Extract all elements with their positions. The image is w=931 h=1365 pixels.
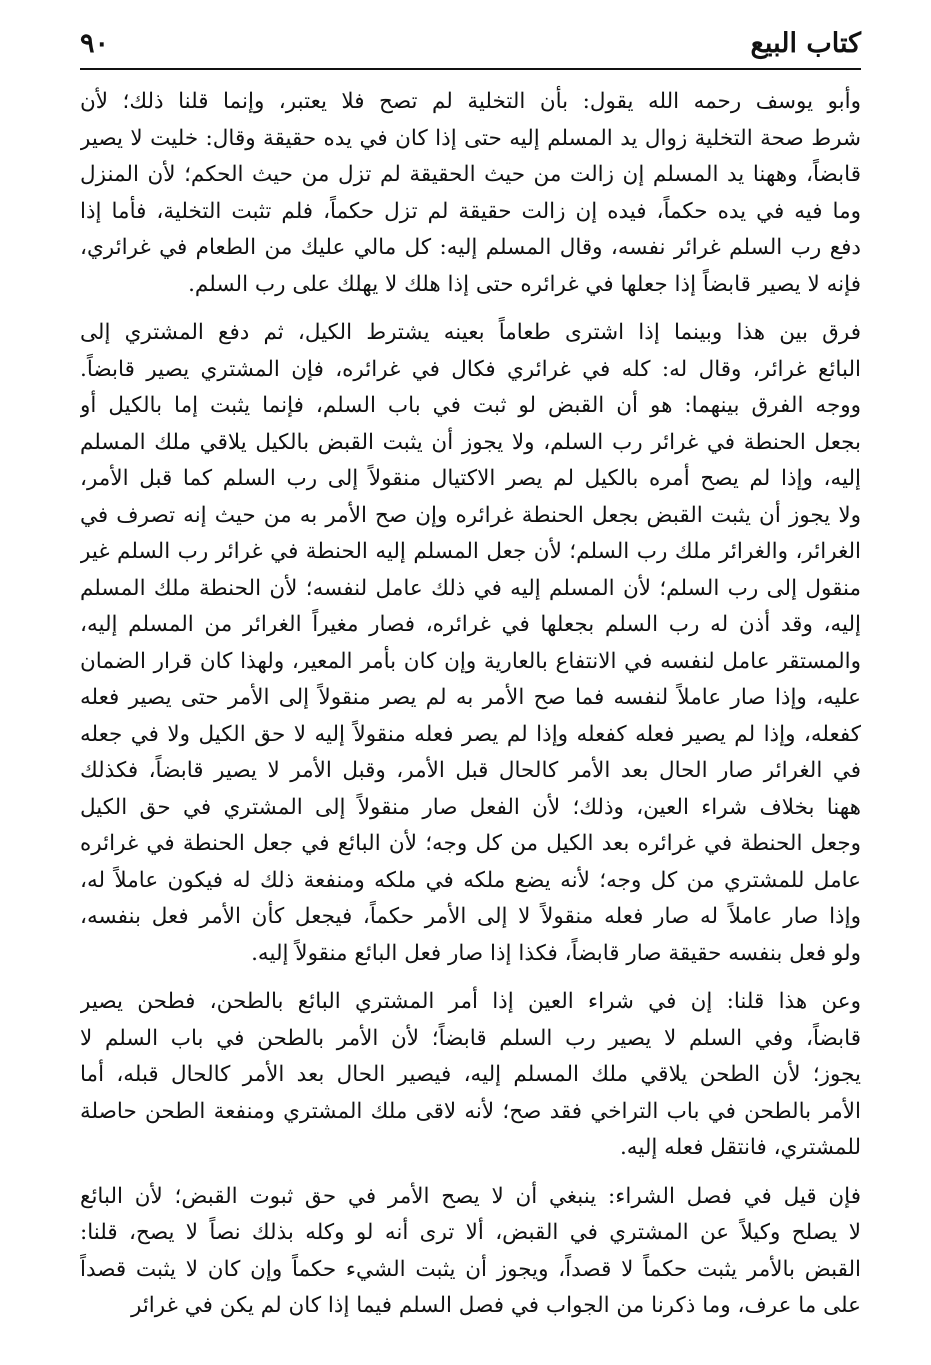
text-line: وأبو يوسف رحمه الله يقول: بأن التخلية لم تصح فلا يعتبر، وإنما قلنا ذلك؛ لأن bbox=[80, 89, 861, 114]
text-line: ولو فعل بنفسه حقيقة صار قابضاً، فكذا إذا صار فعل البائع منقولاً إليه. bbox=[251, 940, 861, 966]
text-line: ووجه الفرق بينهما: هو أن القبض لو ثبت في باب السلم، فإنما يثبت إما بالكيل أو bbox=[80, 393, 861, 418]
text-line: وجعل الحنطة في غرائره بعد الكيل من كل وجه؛ لأن البائع في جعل الحنطة في غرائره bbox=[80, 831, 861, 856]
text-line: وإذا صار عاملاً له صار فعله منقولاً لا إلى الأمر حكماً، فيجعل كأن الأمر فعل بنفسه، bbox=[80, 904, 861, 929]
text-line: إليه، وقد أذن له رب السلم بجعلها في غرائره، فصار مغيراً الغرائر من المسلم إليه، bbox=[80, 612, 861, 637]
text-line: الأمر بالطحن في باب التراخي فقد صح؛ لأنه لاقى ملك المشتري ومنفعة الطحن حاصلة bbox=[80, 1098, 861, 1124]
page-number: ٩٠ bbox=[80, 28, 110, 59]
text-line: الغرائر، والغرائر ملك رب السلم؛ لأن جعل المسلم إليه الحنطة في غرائر رب السلم غير bbox=[80, 539, 861, 564]
text-line: في الغرائر صار الحال بعد الأمر كالحال قبل الأمر، وقبل الأمر لا يصير قابضاً، فكذلك bbox=[80, 758, 861, 783]
text-line: عامل للمشتري من كل وجه؛ لأنه يضع ملكه في ملكه ومنفعة ذلك له فيكون عاملاً له، bbox=[80, 867, 861, 893]
running-title: كتاب البيع bbox=[750, 28, 861, 59]
text-line: قابضاً، وههنا يد المسلم إن زالت من حيث الحقيقة لم تزل من حيث الحكم؛ لأن المنزل bbox=[80, 162, 861, 187]
text-line: القبض بالأمر يثبت حكماً لا قصداً، ويجوز أن يثبت الشيء حكماً وإن كان لا يثبت قصداً bbox=[80, 1256, 861, 1282]
text-line: يجوز؛ لأن الطحن يلاقي ملك المسلم إليه، فيصير الحال بعد الأمر كالحال قبله، أما bbox=[80, 1062, 861, 1087]
text-line: عليه، وإذا صار عاملاً لنفسه فما صح الأمر به لم يصر منقولاً إلى الأمر حتى يصير فعله bbox=[80, 685, 861, 710]
text-line: البائع غرائر، وقال له: كله في غرائري فكال في غرائره، فإن المشتري يصير قابضاً. bbox=[80, 356, 861, 382]
text-line: إليه، وإذا لم يصح أمره بالكيل لم يصر الاكتيال منقولاً إلى رب السلم كما قبل الأمر، bbox=[80, 466, 861, 491]
text-line: شرط صحة التخلية زوال يد المسلم إليه حتى إذا كان في يده حقيقة وقال: خليت لا يصير bbox=[80, 125, 861, 151]
text-line: فإن قيل في فصل الشراء: ينبغي أن لا يصح الأمر في حق ثبوت القبض؛ لأن البائع bbox=[80, 1183, 861, 1209]
text-line: للمشتري، فانتقل فعله إليه. bbox=[619, 1135, 861, 1160]
text-line: وعن هذا قلنا: إن في شراء العين إذا أمر المشتري البائع بالطحن، فطحن يصير bbox=[80, 989, 861, 1014]
text-line: فإنه لا يصير قابضاً إذا جعلها في غرائره حتى إذا هلك لا يهلك على رب السلم. bbox=[188, 271, 861, 297]
text-line: على ما عرف، وما ذكرنا من الجواب في فصل السلم فيما إذا كان لم يكن في غرائر bbox=[130, 1293, 861, 1318]
text-line: كفعله، وإذا لم يصير فعله كفعله وإذا لم يصر فعله منقولاً إليه لا حق الكيل ولا في جعله bbox=[80, 721, 861, 747]
paragraph bbox=[80, 315, 861, 972]
body-text bbox=[80, 84, 861, 1331]
text-line: ههنا بخلاف شراء العين، وذلك؛ لأن الفعل صار منقولاً إلى المشتري في حق الكيل bbox=[80, 794, 861, 820]
text-line: لا يصلح وكيلاً عن المشتري في القبض، ألا ترى أنه لو وكله بذلك نصاً لا يصح، قلنا: bbox=[80, 1220, 861, 1245]
text-line: فرق بين هذا وبينما إذا اشترى طعاماً بعينه يشترط الكيل، ثم دفع المشتري إلى bbox=[80, 320, 861, 345]
text-line: بجعل الحنطة في غرائر رب السلم، ولا يجوز أن يثبت القبض بالكيل يلاقي ملك المسلم bbox=[80, 429, 861, 455]
paragraph bbox=[80, 1179, 861, 1325]
header-rule bbox=[80, 68, 861, 70]
text-line: ولا يجوز أن يثبت القبض بجعل الحنطة غرائره وإن صح الأمر به من حيث إنه تصرف في bbox=[80, 502, 861, 528]
page-header bbox=[80, 22, 861, 62]
paragraph bbox=[80, 84, 861, 303]
text-line: وما فيه في يده حكماً، فيده إن زالت حقيقة لم تزل حكماً، فلم تثبت التخلية، فأما إذا bbox=[80, 198, 861, 224]
text-line: قابضاً، وفي السلم لا يصير رب السلم قابضاً؛ لأن الأمر بالطحن في باب السلم لا bbox=[80, 1025, 861, 1051]
text-line: والمستقر عامل لنفسه في الانتفاع بالعارية وإن كان بأمر المعير، ولهذا كان قرار الضمان bbox=[80, 648, 861, 674]
text-line: منقول إلى رب السلم؛ لأن المسلم إليه في ذلك عامل لنفسه؛ لأن الحنطة ملك المسلم bbox=[80, 575, 861, 601]
paragraph bbox=[80, 984, 861, 1167]
text-line: دفع رب السلم غرائر نفسه، وقال المسلم إليه: كل مالي عليك من الطعام في غرائري، bbox=[80, 235, 861, 260]
